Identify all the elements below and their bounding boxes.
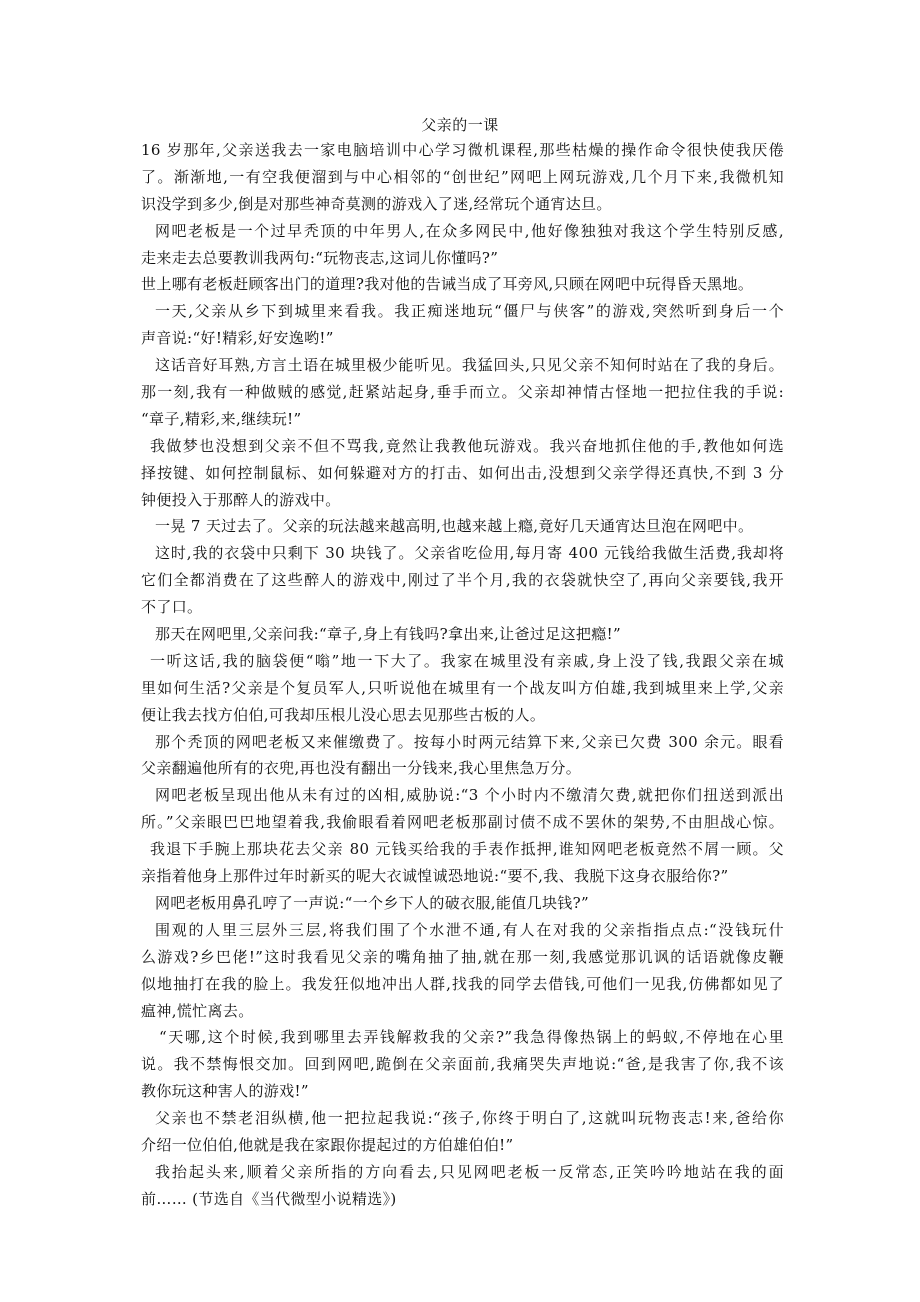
text-line: 了。渐渐地,一有空我便溜到与中心相邻的“创世纪”网吧上网玩游戏,几个月下来,我微机知: [141, 167, 784, 186]
text-line: 网吧老板是一个过早秃顶的中年男人,在众多网民中,他好像独独对我这个学生特别反感,: [155, 221, 784, 240]
text-line: 里如何生活?父亲是个复员军人,只听说他在城里有一个战友叫方伯雄,我到城里来上学,父亲: [141, 678, 784, 697]
text-line: 网吧老板用鼻孔哼了一声说:“一个乡下人的破衣服,能值几块钱?”: [155, 893, 590, 912]
text-line: 它们全都消费在了这些醉人的游戏中,刚过了半个月,我的衣袋就快空了,再向父亲要钱,我开: [141, 571, 784, 590]
text-line: 说。我不禁悔恨交加。回到网吧,跪倒在父亲面前,我痛哭失声地说:“爸,是我害了你,我不该: [141, 1055, 784, 1074]
text-line: 择按键、如何控制鼠标、如何躲避对方的打击、如何出击,没想到父亲学得还真快,不到 3 分: [141, 463, 784, 482]
text-line: 所。”父亲眼巴巴地望着我,我偷眼看着网吧老板那副讨债不成不罢休的架势,不由胆战心惊。: [141, 813, 784, 832]
document-title: 父亲的一课: [421, 116, 499, 134]
text-line: 声音说:“好!精彩,好安逸哟!”: [141, 329, 334, 348]
text-line: 这话音好耳熟,方言土语在城里极少能听见。我猛回头,只见父亲不知何时站在了我的身后。: [155, 356, 784, 375]
text-line: 父亲也不禁老泪纵横,他一把拉起我说:“孩子,你终于明白了,这就叫玩物丧志!来,爸给你: [155, 1109, 784, 1128]
text-line: 我做梦也没想到父亲不但不骂我,竟然让我教他玩游戏。我兴奋地抓住他的手,教他如何选: [150, 436, 784, 455]
text-line: 钟便投入于那醉人的游戏中。: [141, 490, 341, 509]
text-line: 识没学到多少,倒是对那些神奇莫测的游戏入了迷,经常玩个通宵达旦。: [141, 194, 612, 213]
text-line: 一听这话,我的脑袋便“嗡”地一下大了。我家在城里没有亲戚,身上没了钱,我跟父亲在城: [150, 651, 784, 670]
text-line: 围观的人里三层外三层,将我们围了个水泄不通,有人在对我的父亲指指点点:“没钱玩什: [155, 920, 784, 939]
text-line: 那天在网吧里,父亲问我:“章子,身上有钱吗?拿出来,让爸过足这把瘾!”: [155, 625, 622, 644]
text-line: 不了口。: [141, 598, 203, 617]
text-line: 这时,我的衣袋中只剩下 30 块钱了。父亲省吃俭用,每月寄 400 元钱给我做生活费,我却将: [155, 544, 784, 563]
story-body: [141, 137, 784, 1213]
text-line: 便让我去找方伯伯,可我却压根儿没心思去见那些古板的人。: [141, 705, 546, 724]
text-line: 一天,父亲从乡下到城里来看我。我正痴迷地玩“僵尸与侠客”的游戏,突然听到身后一个: [155, 302, 784, 321]
text-line: 那一刻,我有一种做贼的感觉,赶紧站起身,垂手而立。父亲却神情古怪地一把拉住我的手说:: [141, 383, 784, 402]
text-line: 那个秃顶的网吧老板又来催缴费了。按每小时两元结算下来,父亲已欠费 300 余元。眼看: [155, 732, 784, 751]
text-line: 走来走去总要教训我两句:“玩物丧志,这词儿你懂吗?”: [141, 248, 499, 267]
text-line: 我抬起头来,顺着父亲所指的方向看去,只见网吧老板一反常态,正笑吟吟地站在我的面: [155, 1162, 784, 1181]
text-line: 世上哪有老板赶顾客出门的道理?我对他的告诫当成了耳旁风,只顾在网吧中玩得昏天黑地。: [141, 275, 754, 294]
text-line: 父亲翻遍他所有的衣兜,再也没有翻出一分钱来,我心里焦急万分。: [141, 759, 582, 778]
text-line: “章子,精彩,来,继续玩!”: [141, 409, 302, 428]
text-line: 网吧老板呈现出他从未有过的凶相,威胁说:“3 个小时内不缴清欠费,就把你们扭送到派出: [155, 786, 784, 805]
text-line: 似地抽打在我的脸上。我发狂似地冲出人群,找我的同学去借钱,可他们一见我,仿佛都如见了: [141, 974, 784, 993]
text-line: 一晃 7 天过去了。父亲的玩法越来越高明,也越来越上瘾,竟好几天通宵达旦泡在网吧中。: [155, 517, 754, 536]
text-line: 瘟神,慌忙离去。: [141, 1001, 254, 1020]
text-line: 么游戏?乡巴佬!”这时我看见父亲的嘴角抽了抽,就在那一刻,我感觉那讥讽的话语就像皮鞭: [141, 947, 784, 966]
text-line: “天哪,这个时候,我到哪里去弄钱解救我的父亲?”我急得像热锅上的蚂蚁,不停地在心里: [159, 1028, 784, 1047]
text-line: 介绍一位伯伯,他就是我在家跟你提起过的方伯雄伯伯!”: [141, 1135, 514, 1154]
text-line: 我退下手腕上那块花去父亲 80 元钱买给我的手表作抵押,谁知网吧老板竟然不屑一顾。父: [150, 840, 784, 859]
text-line: 前…… (节选自《当代微型小说精选》): [141, 1189, 397, 1208]
text-line: 亲指着他身上那件过年时新买的呢大衣诚惶诚恐地说:“要不,我、我脱下这身衣服给你?”: [141, 867, 729, 886]
text-line: 16 岁那年,父亲送我去一家电脑培训中心学习微机课程,那些枯燥的操作命令很快使我厌倦: [141, 141, 784, 159]
text-line: 教你玩这种害人的游戏!”: [141, 1082, 309, 1101]
